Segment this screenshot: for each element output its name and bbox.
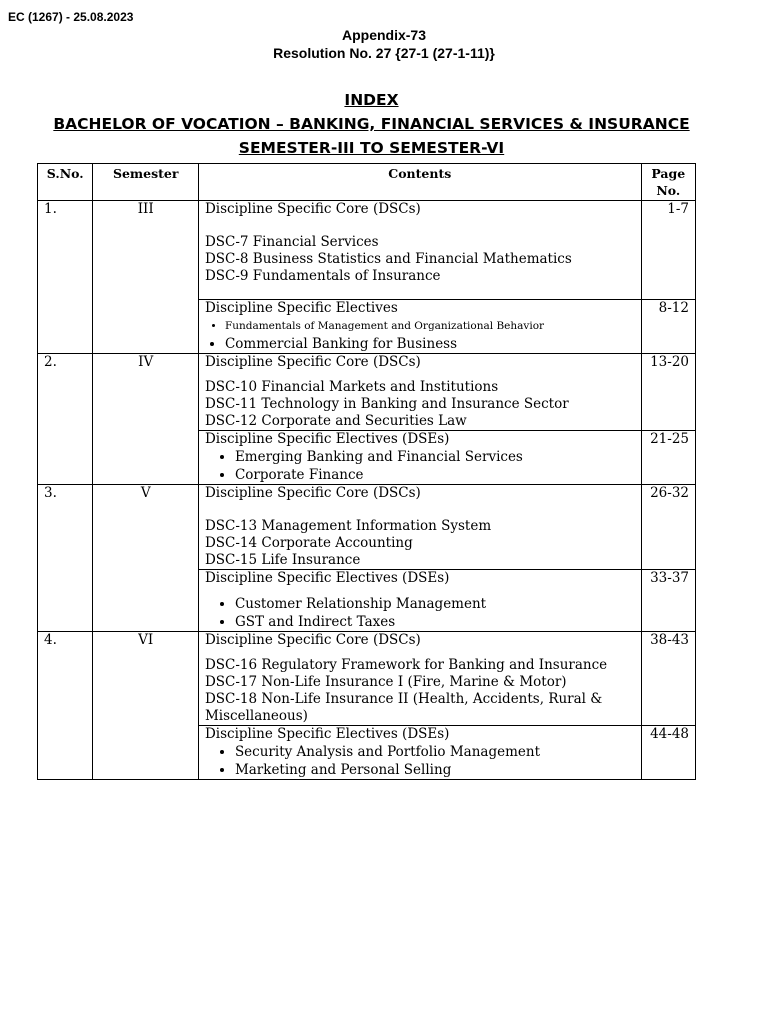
dsc-heading: Discipline Specific Core (DSCs) xyxy=(204,354,421,370)
dse-item: • Customer Relationship Management xyxy=(235,595,635,613)
dsc-item: DSC-18 Non-Life Insurance II (Health, Accidents, Rural & Miscellaneous) xyxy=(204,691,603,724)
header-semester: Semester xyxy=(93,164,198,201)
spacer xyxy=(205,502,635,518)
dse-heading: Discipline Specific Electives xyxy=(204,300,398,316)
dsc-page-no: 1-7 xyxy=(641,201,695,300)
dsc-item: DSC-10 Financial Markets and Institutions xyxy=(204,379,499,395)
dse-list xyxy=(205,595,635,631)
dsc-page-no: 13-20 xyxy=(641,354,695,431)
dse-heading: Discipline Specific Electives (DSEs) xyxy=(204,570,450,586)
dse-heading: Discipline Specific Electives (DSEs) xyxy=(204,431,450,447)
dse-item: • Corporate Finance xyxy=(235,466,635,484)
dsc-heading: Discipline Specific Core (DSCs) xyxy=(204,632,421,648)
spacer xyxy=(205,649,635,657)
table-row xyxy=(38,354,696,431)
dsc-heading: Discipline Specific Core (DSCs) xyxy=(204,485,421,501)
dsc-item: DSC-9 Fundamentals of Insurance xyxy=(204,268,441,284)
row-semester: III xyxy=(93,201,198,354)
dse-item: • Fundamentals of Management and Organizational Behavior xyxy=(225,317,635,335)
dsc-cell xyxy=(198,632,641,726)
dsc-heading: Discipline Specific Core (DSCs) xyxy=(204,201,421,217)
dse-item: • Marketing and Personal Selling xyxy=(235,761,635,779)
row-sno: 2. xyxy=(38,354,93,485)
table-header-row xyxy=(38,164,696,201)
dse-cell xyxy=(198,570,641,632)
appendix-number: Appendix-73 xyxy=(341,27,426,43)
dsc-item: DSC-11 Technology in Banking and Insurance Sector xyxy=(204,396,569,412)
dse-page-no: 21-25 xyxy=(641,431,695,485)
spacer xyxy=(205,587,635,595)
index-title: INDEX xyxy=(344,91,399,109)
dse-item: • Emerging Banking and Financial Services xyxy=(235,448,635,466)
row-sno: 3. xyxy=(38,485,93,632)
dsc-page-no: 38-43 xyxy=(641,632,695,726)
dse-item: • GST and Indirect Taxes xyxy=(235,613,635,631)
row-sno: 4. xyxy=(38,632,93,780)
row-semester: IV xyxy=(93,354,198,485)
dse-page-no: 33-37 xyxy=(641,570,695,632)
table-row xyxy=(38,201,696,300)
header-contents: Contents xyxy=(198,164,641,201)
row-semester: VI xyxy=(93,632,198,780)
dsc-cell xyxy=(198,354,641,431)
header-sno: S.No. xyxy=(38,164,93,201)
resolution-number: Resolution No. 27 {27-1 (27-1-11)} xyxy=(273,45,495,61)
dse-heading: Discipline Specific Electives (DSEs) xyxy=(204,726,450,742)
dse-list xyxy=(205,743,635,779)
dse-cell xyxy=(198,726,641,780)
table-row xyxy=(38,632,696,726)
header-page-line1: Page xyxy=(651,166,686,181)
row-sno: 1. xyxy=(38,201,93,354)
ec-reference: EC (1267) - 25.08.2023 xyxy=(8,10,134,24)
dse-page-no: 8-12 xyxy=(641,300,695,354)
dsc-item: DSC-13 Management Information System xyxy=(204,518,492,534)
dsc-cell xyxy=(198,485,641,570)
document-titles xyxy=(0,88,743,160)
dse-cell xyxy=(198,300,641,354)
spacer xyxy=(205,218,635,234)
dse-item: • Commercial Banking for Business xyxy=(225,335,635,353)
dsc-item: DSC-15 Life Insurance xyxy=(204,552,361,568)
dse-list xyxy=(205,448,635,484)
dsc-item: DSC-14 Corporate Accounting xyxy=(204,535,413,551)
header-page-line2: No. xyxy=(656,183,681,198)
dsc-item: DSC-12 Corporate and Securities Law xyxy=(204,413,467,429)
dse-list xyxy=(205,317,635,353)
dsc-item: DSC-7 Financial Services xyxy=(204,234,379,250)
appendix-header xyxy=(0,26,768,62)
dsc-item: DSC-17 Non-Life Insurance I (Fire, Marine & Motor) xyxy=(204,674,567,690)
dsc-page-no: 26-32 xyxy=(641,485,695,570)
program-title: BACHELOR OF VOCATION – BANKING, FINANCIAL SERVICES & INSURANCE xyxy=(53,115,690,133)
dse-page-no: 44-48 xyxy=(641,726,695,780)
semester-range-title: SEMESTER-III TO SEMESTER-VI xyxy=(238,139,505,157)
spacer xyxy=(205,371,635,379)
header-page-no xyxy=(641,164,695,201)
table-row xyxy=(38,485,696,570)
dse-item: • Security Analysis and Portfolio Management xyxy=(235,743,635,761)
dsc-item: DSC-16 Regulatory Framework for Banking and Insurance xyxy=(204,657,608,673)
dsc-item: DSC-8 Business Statistics and Financial Mathematics xyxy=(204,251,572,267)
dsc-cell xyxy=(198,201,641,300)
index-table xyxy=(37,163,696,780)
dse-cell xyxy=(198,431,641,485)
row-semester: V xyxy=(93,485,198,632)
